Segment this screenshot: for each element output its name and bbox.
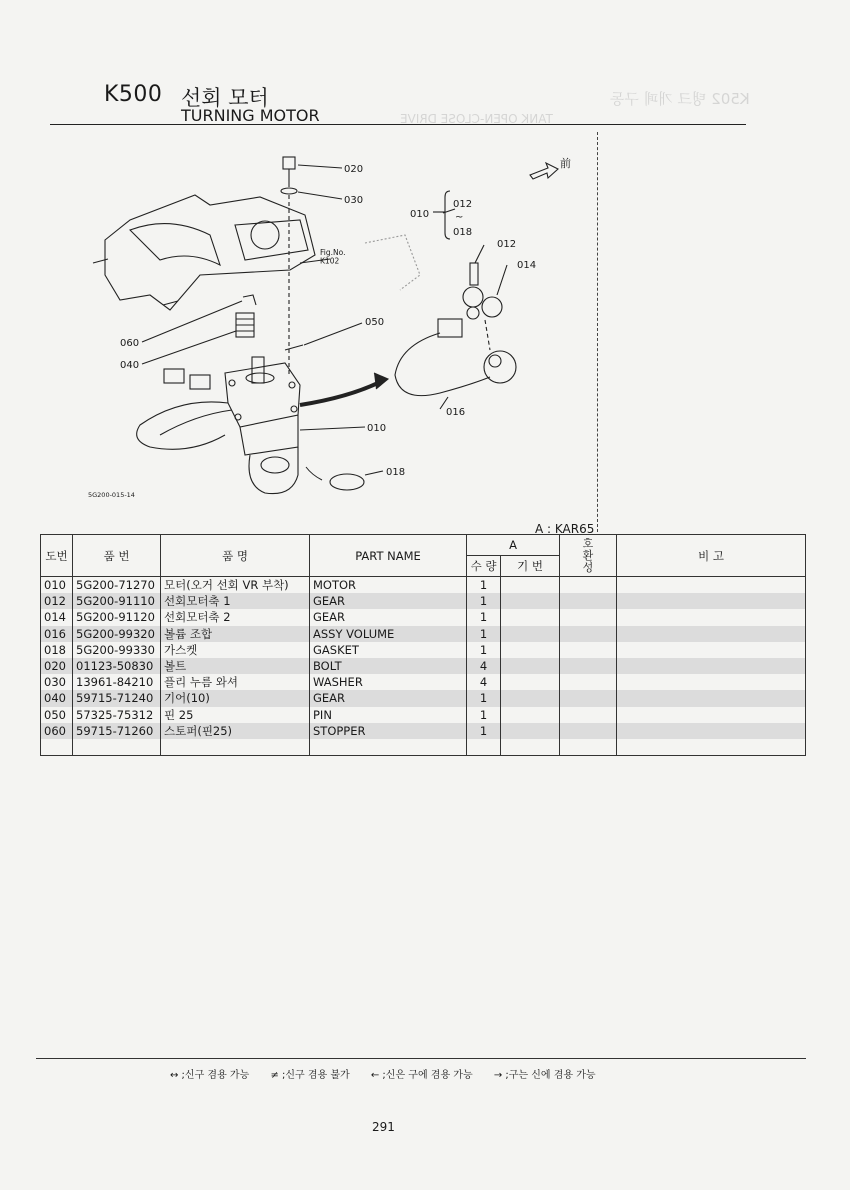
table-row xyxy=(41,626,806,642)
legend-interchangeable: ↔ ;신구 겸용 가능 xyxy=(170,1070,250,1081)
cell-name-korean: 선회모터축 2 xyxy=(161,609,310,625)
empty-cell xyxy=(467,739,501,756)
cell-part-number: 5G200-91110 xyxy=(73,593,161,609)
cell-number: 020 xyxy=(41,658,73,674)
legend-not-interchangeable: ≠ ;신구 겸용 불가 xyxy=(270,1070,350,1081)
cell-part-name: PIN xyxy=(310,707,467,723)
col-header-part-name: PART NAME xyxy=(310,535,467,577)
cell-name-korean: 핀 25 xyxy=(161,707,310,723)
cell-remarks xyxy=(617,690,806,706)
cell-part-name: GEAR xyxy=(310,690,467,706)
section-title-korean: 선회 모터 xyxy=(181,86,269,110)
callout-040: 040 xyxy=(120,360,140,371)
cell-part-number: 59715-71240 xyxy=(73,690,161,706)
cell-quantity: 1 xyxy=(467,593,501,609)
header-rule xyxy=(50,124,746,125)
callout-014: 014 xyxy=(517,260,537,271)
col-header-compatibility: 호 환 성 xyxy=(560,535,617,577)
empty-cell xyxy=(310,739,467,756)
empty-cell xyxy=(501,739,560,756)
empty-cell xyxy=(41,739,73,756)
callout-018: 018 xyxy=(386,467,406,478)
cell-remarks xyxy=(617,593,806,609)
cell-compatibility xyxy=(560,642,617,658)
col-header-number: 도번 xyxy=(41,535,73,577)
cell-quantity: 1 xyxy=(467,577,501,594)
cell-quantity: 4 xyxy=(467,674,501,690)
empty-cell xyxy=(73,739,161,756)
table-row xyxy=(41,674,806,690)
cell-serial xyxy=(501,593,560,609)
section-title-english: TURNING MOTOR xyxy=(181,106,320,125)
cell-part-name: BOLT xyxy=(310,658,467,674)
cell-number: 010 xyxy=(41,577,73,594)
cell-remarks xyxy=(617,707,806,723)
col-header-quantity: 수 량 xyxy=(467,556,501,577)
cell-part-name: GASKET xyxy=(310,642,467,658)
col-header-name-korean: 품 명 xyxy=(161,535,310,577)
callout-020: 020 xyxy=(344,164,364,175)
cell-name-korean: 플리 누름 와셔 xyxy=(161,674,310,690)
cell-compatibility xyxy=(560,658,617,674)
table-row xyxy=(41,707,806,723)
cell-number: 030 xyxy=(41,674,73,690)
cell-name-korean: 볼륨 조합 xyxy=(161,626,310,642)
cell-part-name: GEAR xyxy=(310,593,467,609)
cell-part-name: GEAR xyxy=(310,609,467,625)
cell-part-name: ASSY VOLUME xyxy=(310,626,467,642)
cell-serial xyxy=(501,690,560,706)
bleed-through-text: K502 탱크 개폐 구동 xyxy=(610,90,750,108)
cell-part-number: 57325-75312 xyxy=(73,707,161,723)
callout-010: 010 xyxy=(367,423,387,434)
table-row xyxy=(41,658,806,674)
table-row xyxy=(41,593,806,609)
callout-030: 030 xyxy=(344,195,364,206)
cell-part-number: 5G200-91120 xyxy=(73,609,161,625)
cell-quantity: 1 xyxy=(467,723,501,739)
bleed-through-text: TANK OPEN-CLOSE DRIVE xyxy=(400,112,553,126)
callout-010-group: 010 xyxy=(410,209,430,220)
cell-part-name: STOPPER xyxy=(310,723,467,739)
callout-050: 050 xyxy=(365,317,385,328)
cell-serial xyxy=(501,609,560,625)
callout-012: 012 xyxy=(497,239,517,250)
cell-name-korean: 모터(오거 선회 VR 부착) xyxy=(161,577,310,594)
cell-number: 050 xyxy=(41,707,73,723)
compatibility-legend xyxy=(170,1066,614,1081)
cell-number: 016 xyxy=(41,626,73,642)
col-header-group-a: A xyxy=(467,535,560,556)
cell-name-korean: 볼트 xyxy=(161,658,310,674)
table-row xyxy=(41,690,806,706)
cell-quantity: 4 xyxy=(467,658,501,674)
cell-quantity: 1 xyxy=(467,609,501,625)
cell-remarks xyxy=(617,723,806,739)
cell-name-korean: 기어(10) xyxy=(161,690,310,706)
empty-cell xyxy=(560,739,617,756)
callout-016: 016 xyxy=(446,407,466,418)
exploded-parts-diagram xyxy=(60,135,620,515)
cell-serial xyxy=(501,723,560,739)
cell-quantity: 1 xyxy=(467,642,501,658)
table-row xyxy=(41,609,806,625)
cell-name-korean: 스토퍼(핀25) xyxy=(161,723,310,739)
cell-quantity: 1 xyxy=(467,690,501,706)
callout-012-range: 012 xyxy=(453,199,473,210)
cell-part-number: 5G200-71270 xyxy=(73,577,161,594)
front-direction-label: 前 xyxy=(560,157,571,170)
table-bottom-rule xyxy=(36,1058,806,1059)
cell-remarks xyxy=(617,674,806,690)
cell-serial xyxy=(501,674,560,690)
cell-quantity: 1 xyxy=(467,707,501,723)
legend-new-fits-old: ← ;신은 구에 겸용 가능 xyxy=(370,1070,473,1081)
cell-compatibility xyxy=(560,690,617,706)
cell-part-name: MOTOR xyxy=(310,577,467,594)
empty-cell xyxy=(161,739,310,756)
cell-remarks xyxy=(617,642,806,658)
cell-number: 040 xyxy=(41,690,73,706)
table-row xyxy=(41,577,806,594)
cell-remarks xyxy=(617,577,806,594)
callout-060: 060 xyxy=(120,338,140,349)
cell-number: 018 xyxy=(41,642,73,658)
cell-part-number: 59715-71260 xyxy=(73,723,161,739)
cell-part-number: 5G200-99330 xyxy=(73,642,161,658)
cell-number: 060 xyxy=(41,723,73,739)
cell-name-korean: 선회모터축 1 xyxy=(161,593,310,609)
cell-name-korean: 가스켓 xyxy=(161,642,310,658)
cell-compatibility xyxy=(560,626,617,642)
cell-part-number: 5G200-99320 xyxy=(73,626,161,642)
col-header-remarks: 비 고 xyxy=(617,535,806,577)
cell-quantity: 1 xyxy=(467,626,501,642)
cell-remarks xyxy=(617,626,806,642)
parts-list-table xyxy=(40,534,806,756)
callout-range-tilde: ~ xyxy=(455,212,464,223)
col-header-part-number: 품 번 xyxy=(73,535,161,577)
cell-serial xyxy=(501,707,560,723)
table-row xyxy=(41,723,806,739)
cell-compatibility xyxy=(560,577,617,594)
page-number: 291 xyxy=(372,1120,395,1134)
cell-part-number: 01123-50830 xyxy=(73,658,161,674)
empty-cell xyxy=(617,739,806,756)
cell-remarks xyxy=(617,609,806,625)
cell-serial xyxy=(501,626,560,642)
cell-compatibility xyxy=(560,707,617,723)
model-designation: A : KAR65 xyxy=(535,522,595,536)
cell-serial xyxy=(501,658,560,674)
cell-part-number: 13961-84210 xyxy=(73,674,161,690)
cell-remarks xyxy=(617,658,806,674)
cell-number: 014 xyxy=(41,609,73,625)
callout-018-range: 018 xyxy=(453,227,473,238)
figure-reference: Fig.No. K102 xyxy=(320,248,346,266)
cell-compatibility xyxy=(560,674,617,690)
table-empty-area xyxy=(41,739,806,756)
cell-part-name: WASHER xyxy=(310,674,467,690)
cell-serial xyxy=(501,577,560,594)
cell-compatibility xyxy=(560,609,617,625)
col-header-serial: 기 번 xyxy=(501,556,560,577)
cell-serial xyxy=(501,642,560,658)
table-row xyxy=(41,642,806,658)
figure-code: 5G200-015-14 xyxy=(88,491,135,499)
cell-compatibility xyxy=(560,593,617,609)
section-code: K500 xyxy=(104,82,163,107)
legend-old-fits-new: → ;구는 신에 겸용 가능 xyxy=(493,1070,596,1081)
cell-compatibility xyxy=(560,723,617,739)
cell-number: 012 xyxy=(41,593,73,609)
